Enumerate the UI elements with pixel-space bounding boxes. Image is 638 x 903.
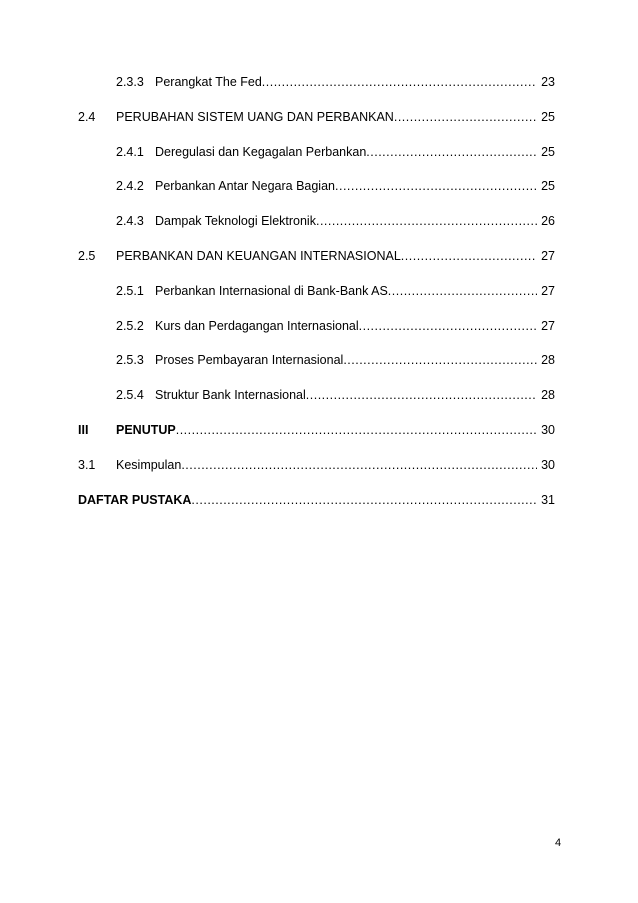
toc-entry-number: 2.4.2: [116, 179, 144, 194]
toc-leader-dots: [191, 493, 555, 507]
toc-entry-2-3-3: [78, 74, 555, 91]
toc-entry-2-5-3: [78, 352, 555, 369]
toc-entry-2-5-1: [78, 283, 555, 300]
toc-entry-number: 2.3.3: [116, 75, 144, 89]
toc-entry-title: Struktur Bank Internasional: [155, 388, 306, 403]
toc-leader-dots: [176, 423, 555, 437]
toc-leader-dots: [181, 458, 555, 472]
toc-entry-page: 28: [537, 352, 555, 369]
toc-entry-number: 2.5.3: [116, 353, 144, 368]
toc-entry-number: 2.5.2: [116, 318, 144, 333]
toc-entry-page: 25: [537, 109, 555, 126]
toc-leader-dots: [343, 353, 555, 367]
toc-entry-title: PERBANKAN DAN KEUANGAN INTERNASIONAL: [116, 248, 401, 263]
toc-leader-dots: [401, 249, 555, 263]
toc-leader-dots: [306, 388, 555, 402]
toc-entry-number: III: [78, 422, 89, 437]
toc-entry-title: PERUBAHAN SISTEM UANG DAN PERBANKAN: [116, 109, 394, 124]
toc-leader-dots: [262, 75, 555, 89]
toc-leader-dots: [366, 145, 555, 159]
toc-entry-2-5-2: [78, 318, 555, 335]
toc-entry-number: 2.4.1: [116, 144, 144, 159]
toc-leader-dots: [388, 284, 555, 298]
toc-entry-number: 2.4: [78, 109, 96, 124]
toc-entry-page: 27: [537, 283, 555, 300]
page-number: 4: [555, 837, 562, 849]
toc-entry-3-1: [78, 457, 555, 474]
toc-entry-page: 23: [537, 74, 555, 91]
toc-entry-page: 30: [537, 422, 555, 439]
toc-entry-title: Proses Pembayaran Internasional: [155, 353, 344, 368]
toc-entry-iii: [78, 422, 555, 439]
toc-entry-page: 31: [537, 492, 555, 509]
toc-entry-title: Perbankan Internasional di Bank-Bank AS: [155, 283, 388, 298]
toc-entry-title: Deregulasi dan Kegagalan Perbankan: [155, 144, 367, 159]
toc-entry-page: 26: [537, 213, 555, 230]
toc-entry-page: 30: [537, 457, 555, 474]
toc-entry-title: Perangkat The Fed: [155, 75, 262, 89]
toc-entry-2-5: [78, 248, 555, 265]
toc-entry-page: 25: [537, 144, 555, 161]
toc-entry-page: 27: [537, 248, 555, 265]
toc-entry-2-4: [78, 109, 555, 126]
toc-entry-title: Kesimpulan: [116, 457, 182, 472]
toc-entry-page: 27: [537, 318, 555, 335]
toc-entry-number: 2.4.3: [116, 214, 144, 229]
toc-entry-daftar-pustaka: [78, 492, 555, 509]
toc-entry-number: 2.5: [78, 248, 96, 263]
toc-entry-title: Kurs dan Perdagangan Internasional: [155, 318, 359, 333]
toc-entry-number: 2.5.1: [116, 283, 144, 298]
toc-leader-dots: [394, 110, 555, 124]
toc-entry-number: 2.5.4: [116, 388, 144, 403]
toc-leader-dots: [359, 319, 555, 333]
toc-entry-number: 3.1: [78, 457, 96, 472]
toc-entry-title: Perbankan Antar Negara Bagian: [155, 179, 335, 194]
toc-entry-page: 25: [537, 178, 555, 195]
toc-entry-2-4-1: [78, 144, 555, 161]
toc-entry-title: PENUTUP: [116, 422, 176, 437]
toc-leader-dots: [316, 214, 555, 228]
toc-entry-2-5-4: [78, 387, 555, 404]
toc-leader-dots: [335, 179, 555, 193]
toc-entry-page: 28: [537, 387, 555, 404]
toc-entry-title: DAFTAR PUSTAKA: [78, 492, 192, 507]
toc-entry-title: Dampak Teknologi Elektronik: [155, 214, 316, 229]
table-of-contents: [78, 74, 555, 526]
toc-entry-2-4-3: [78, 213, 555, 230]
toc-entry-2-4-2: [78, 178, 555, 195]
